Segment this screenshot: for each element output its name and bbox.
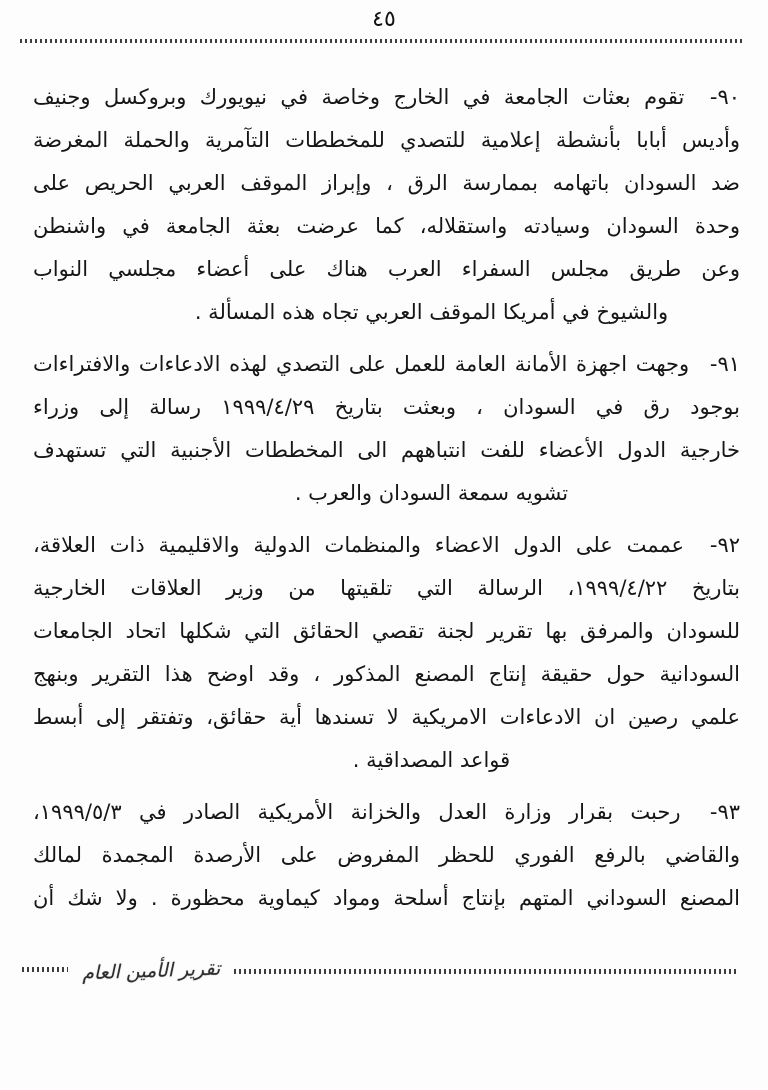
paragraph-93	[33, 791, 740, 920]
page-container	[0, 5, 768, 1090]
page-footer	[22, 953, 738, 989]
footer-signature: تقرير الأمين العام	[81, 957, 221, 985]
top-rule-divider	[20, 39, 744, 43]
paragraph-92	[33, 524, 740, 782]
text-line: وأديس أبابا بأنشطة إعلامية للتصدي للمخططات التآمرية والحملة المغرضة	[33, 128, 740, 152]
paragraph-number: ٩٢-	[709, 533, 740, 557]
paragraph-90	[33, 76, 740, 334]
text-line: ضد السودان باتهامه بممارسة الرق ، وإبراز الموقف العربي الحريص على	[33, 171, 740, 195]
footer-dots-short	[22, 967, 68, 972]
text-line: وحدة السودان وسيادته واستقلاله، كما عرضت بعثة الجامعة في واشنطن	[33, 214, 740, 238]
text-line: بوجود رق في السودان ، وبعثت بتاريخ ١٩٩٩/٤/٢٩ رسالة إلى وزراء	[33, 395, 741, 419]
paragraph-91	[33, 343, 740, 515]
text-line: بتاريخ ١٩٩٩/٤/٢٢، الرسالة التي تلقيتها من وزير العلاقات الخارجية	[33, 576, 740, 600]
text-line: للسودان والمرفق بها تقرير لجنة تقصي الحقائق التي شكلها اتحاد الجامعات	[33, 619, 740, 643]
text-line: خارجية الدول الأعضاء للفت انتباههم الى المخططات الأجنبية التي تستهدف	[33, 438, 740, 462]
document-body	[0, 43, 768, 920]
footer-rule-dots	[234, 969, 738, 974]
text-line: السودانية حول حقيقة إنتاج المصنع المذكور ، وقد اوضح هذا التقرير وبنهج	[33, 662, 740, 686]
paragraph-number: ٩١-	[709, 352, 740, 376]
paragraph-number: ٩٣-	[709, 800, 740, 824]
text-line: والقاضي بالرفع الفوري للحظر المفروض على الأرصدة المجمدة لمالك	[33, 843, 740, 867]
text-line: قواعد المصداقية .	[352, 748, 511, 772]
text-line: والشيوخ في أمريكا الموقف العربي تجاه هذه المسألة .	[194, 300, 669, 324]
text-line: ٩١- وجهت اجهزة الأمانة العامة للعمل على التصدي لهذه الادعاءات والافتراءات	[33, 352, 740, 376]
text-line: ٩٢- عممت على الدول الاعضاء والمنظمات الدولية والاقليمية ذات العلاقة،	[33, 533, 740, 557]
text-line: المصنع السوداني المتهم بإنتاج أسلحة ومواد كيماوية محظورة . ولا شك أن	[33, 886, 740, 910]
page-number: ٤٥	[372, 7, 396, 32]
paragraph-number: ٩٠-	[709, 85, 740, 109]
text-line: ٩٣- رحبت بقرار وزارة العدل والخزانة الأمريكية الصادر في ١٩٩٩/٥/٣،	[33, 800, 740, 824]
text-line: تشويه سمعة السودان والعرب .	[294, 481, 569, 505]
text-line: علمي رصين ان الادعاءات الامريكية لا تسندها أية حقائق، وتفتقر إلى أبسط	[33, 705, 740, 729]
text-line: ٩٠- تقوم بعثات الجامعة في الخارج وخاصة في نيويورك وبروكسل وجنيف	[33, 85, 740, 109]
text-line: وعن طريق مجلس السفراء العرب هناك على أعضاء مجلسي النواب	[33, 257, 740, 281]
